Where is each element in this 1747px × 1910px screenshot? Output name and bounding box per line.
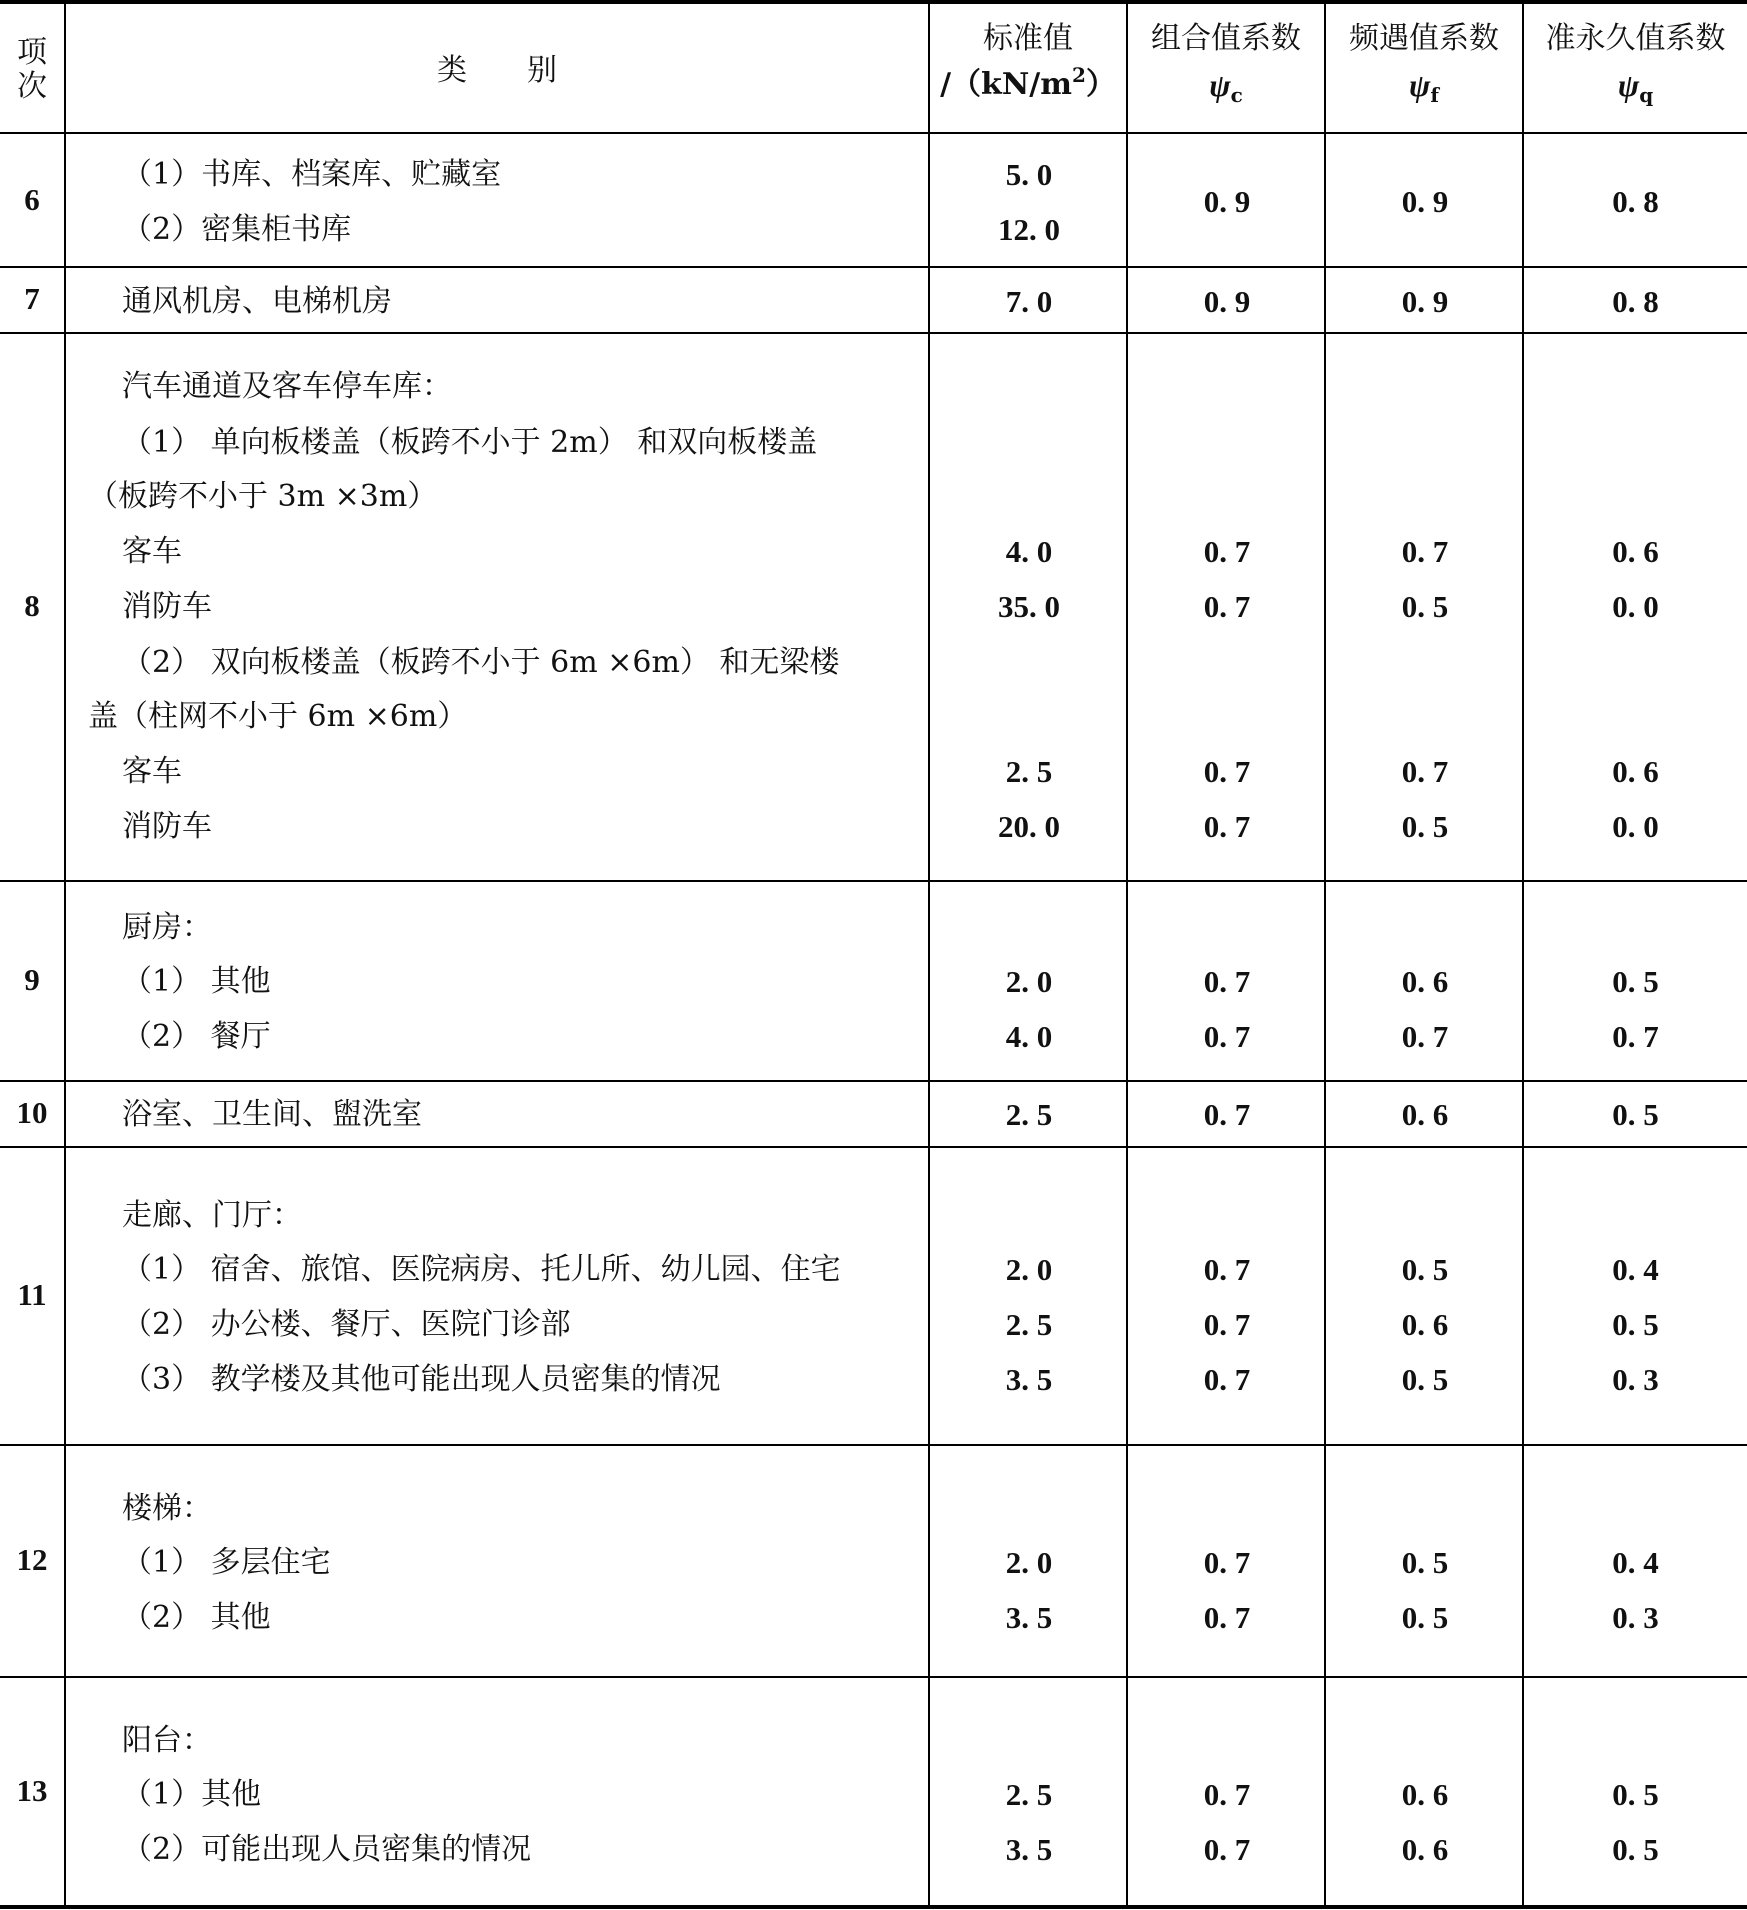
combination-coefficient: 0. 7 [1203,1097,1251,1132]
header-item [0,35,64,104]
standard-value: 4. 0 [1005,1019,1053,1054]
header-combination-symbol [1128,67,1324,107]
quasi-permanent-coefficient: 0. 6 [1612,754,1659,789]
quasi-permanent-coefficient: 0. 5 [1612,964,1659,999]
standard-value: 4. 0 [1005,534,1053,569]
category-text: 走廊、门厅： [122,1198,302,1233]
quasi-permanent-coefficient: 0. 6 [1612,534,1659,569]
standard-value: 12. 0 [998,212,1060,247]
frequent-coefficient: 0. 9 [1401,184,1449,219]
quasi-permanent-coefficient: 0. 8 [1612,184,1659,219]
quasi-permanent-coefficient: 0. 7 [1612,1019,1659,1054]
category-text: 客车 [122,754,182,789]
category-text: 盖（柱网不小于 6m ×6m） [88,699,468,734]
item-number: 9 [24,962,40,997]
category-text: 楼梯： [122,1491,212,1526]
category-text: （2） 餐厅 [122,1019,271,1054]
frequent-coefficient: 0. 7 [1401,754,1449,789]
combination-coefficient: 0. 7 [1203,534,1251,569]
category-text: （3） 教学楼及其他可能出现人员密集的情况 [122,1362,721,1397]
standard-value: 2. 0 [1005,964,1053,999]
standard-value: 7. 0 [1005,284,1053,319]
combination-coefficient: 0. 7 [1203,809,1251,844]
quasi-permanent-coefficient: 0. 8 [1612,284,1659,319]
column-rule [1126,2,1128,1907]
table-rule [0,1146,1747,1148]
combination-coefficient: 0. 7 [1203,1362,1251,1397]
standard-value: 3. 5 [1005,1832,1053,1867]
category-text: （1） 其他 [122,964,271,999]
frequent-coefficient: 0. 7 [1401,1019,1449,1054]
category-text: （1） 单向板楼盖（板跨不小于 2m） 和双向板楼盖 [122,425,818,460]
frequent-coefficient: 0. 5 [1401,1545,1449,1580]
category-text: 汽车通道及客车停车库： [122,369,452,404]
frequent-coefficient: 0. 7 [1401,534,1449,569]
frequent-coefficient: 0. 6 [1401,1097,1449,1132]
header-standard-unit-sup: 2 [1071,63,1086,87]
frequent-coefficient: 0. 5 [1401,809,1449,844]
quasi-permanent-coefficient: 0. 3 [1612,1600,1659,1635]
header-standard-unit-end: ） [1085,67,1116,102]
header-standard-label: 标准值 [983,21,1073,56]
header-quasi-symbol [1524,67,1747,107]
category-text: （2） 其他 [122,1600,271,1635]
combination-coefficient: 0. 7 [1203,589,1251,624]
category-text: （1） 多层住宅 [122,1545,331,1580]
psi-symbol: ψ [1209,67,1231,103]
header-combination [1128,21,1324,107]
frequent-coefficient: 0. 6 [1401,1832,1449,1867]
combination-coefficient: 0. 7 [1203,1832,1251,1867]
category-text: 浴室、卫生间、盥洗室 [122,1097,422,1132]
header-frequent-label: 频遇值系数 [1349,21,1499,56]
quasi-permanent-coefficient: 0. 5 [1612,1832,1659,1867]
item-number: 13 [16,1773,48,1808]
frequent-coefficient: 0. 6 [1401,964,1449,999]
standard-value: 35. 0 [998,589,1060,624]
category-text: （2） 办公楼、餐厅、医院门诊部 [122,1307,571,1342]
standard-value: 2. 0 [1005,1252,1053,1287]
category-text: 消防车 [122,589,212,624]
quasi-permanent-coefficient: 0. 3 [1612,1362,1659,1397]
header-quasi [1524,21,1747,107]
header-standard-unit-main: /（kN/m [940,67,1072,102]
quasi-permanent-coefficient: 0. 0 [1612,809,1659,844]
column-rule [1324,2,1326,1907]
quasi-permanent-coefficient: 0. 5 [1612,1307,1659,1342]
header-quasi-label: 准永久值系数 [1545,21,1726,56]
category-text: 阳台： [122,1723,212,1758]
header-combination-label: 组合值系数 [1151,21,1301,56]
frequent-coefficient: 0. 6 [1401,1777,1449,1812]
item-number: 6 [24,182,40,217]
header-category: 类 别 [437,53,557,88]
table-rule [0,0,1747,4]
column-rule [64,2,66,1907]
header-standard-unit [930,63,1126,102]
header-standard [930,21,1126,102]
category-text: （2）可能出现人员密集的情况 [122,1832,532,1867]
combination-coefficient: 0. 7 [1203,1545,1251,1580]
column-rule [928,2,930,1907]
column-rule [1522,2,1524,1907]
standard-value: 3. 5 [1005,1600,1053,1635]
standard-value: 2. 5 [1005,1307,1053,1342]
category-text: （1） 宿舍、旅馆、医院病房、托儿所、幼儿园、住宅 [122,1252,841,1287]
category-text: 厨房： [122,910,212,945]
table-rule [0,880,1747,882]
psi-symbol: ψ [1409,67,1431,103]
quasi-permanent-coefficient: 0. 4 [1612,1545,1659,1580]
standard-value: 3. 5 [1005,1362,1053,1397]
frequent-coefficient: 0. 9 [1401,284,1449,319]
category-text: （2）密集柜书库 [122,212,352,247]
combination-coefficient: 0. 7 [1203,1777,1251,1812]
category-text: 通风机房、电梯机房 [122,284,392,319]
table-rule [0,1905,1747,1909]
table-rule [0,332,1747,334]
category-text: 客车 [122,534,182,569]
standard-value: 2. 0 [1005,1545,1053,1580]
standard-value: 5. 0 [1005,157,1053,192]
combination-coefficient: 0. 9 [1203,184,1251,219]
frequent-coefficient: 0. 6 [1401,1307,1449,1342]
table-rule [0,132,1747,134]
psi-subscript: c [1230,83,1243,107]
item-number: 12 [16,1542,48,1577]
combination-coefficient: 0. 7 [1203,1600,1251,1635]
item-number: 8 [24,588,40,623]
table-rule [0,266,1747,268]
frequent-coefficient: 0. 5 [1401,589,1449,624]
item-number: 7 [24,281,40,316]
combination-coefficient: 0. 7 [1203,754,1251,789]
header-frequent [1326,21,1522,107]
frequent-coefficient: 0. 5 [1401,1252,1449,1287]
category-text: （2） 双向板楼盖（板跨不小于 6m ×6m） 和无梁楼 [122,645,840,680]
frequent-coefficient: 0. 5 [1401,1362,1449,1397]
quasi-permanent-coefficient: 0. 5 [1612,1097,1659,1132]
item-number: 11 [17,1277,47,1312]
category-text: 消防车 [122,809,212,844]
category-text: （板跨不小于 3m ×3m） [88,479,438,514]
header-frequent-symbol [1326,67,1522,107]
combination-coefficient: 0. 7 [1203,1252,1251,1287]
header-item-line-2: 次 [17,69,47,104]
psi-subscript: q [1639,83,1654,107]
combination-coefficient: 0. 7 [1203,1307,1251,1342]
quasi-permanent-coefficient: 0. 0 [1612,589,1659,624]
combination-coefficient: 0. 7 [1203,964,1251,999]
quasi-permanent-coefficient: 0. 4 [1612,1252,1659,1287]
standard-value: 2. 5 [1005,1097,1053,1132]
item-number: 10 [16,1095,48,1130]
frequent-coefficient: 0. 5 [1401,1600,1449,1635]
table-rule [0,1080,1747,1082]
header-item-line-1: 项 [17,35,47,70]
standard-value: 2. 5 [1005,1777,1053,1812]
table-rule [0,1444,1747,1446]
standard-value: 20. 0 [998,809,1060,844]
quasi-permanent-coefficient: 0. 5 [1612,1777,1659,1812]
standard-value: 2. 5 [1005,754,1053,789]
category-text: （1）其他 [122,1777,262,1812]
combination-coefficient: 0. 9 [1203,284,1251,319]
table-rule [0,1676,1747,1678]
psi-symbol: ψ [1617,67,1640,103]
psi-subscript: f [1430,83,1439,107]
category-text: （1）书库、档案库、贮藏室 [122,157,502,192]
combination-coefficient: 0. 7 [1203,1019,1251,1054]
